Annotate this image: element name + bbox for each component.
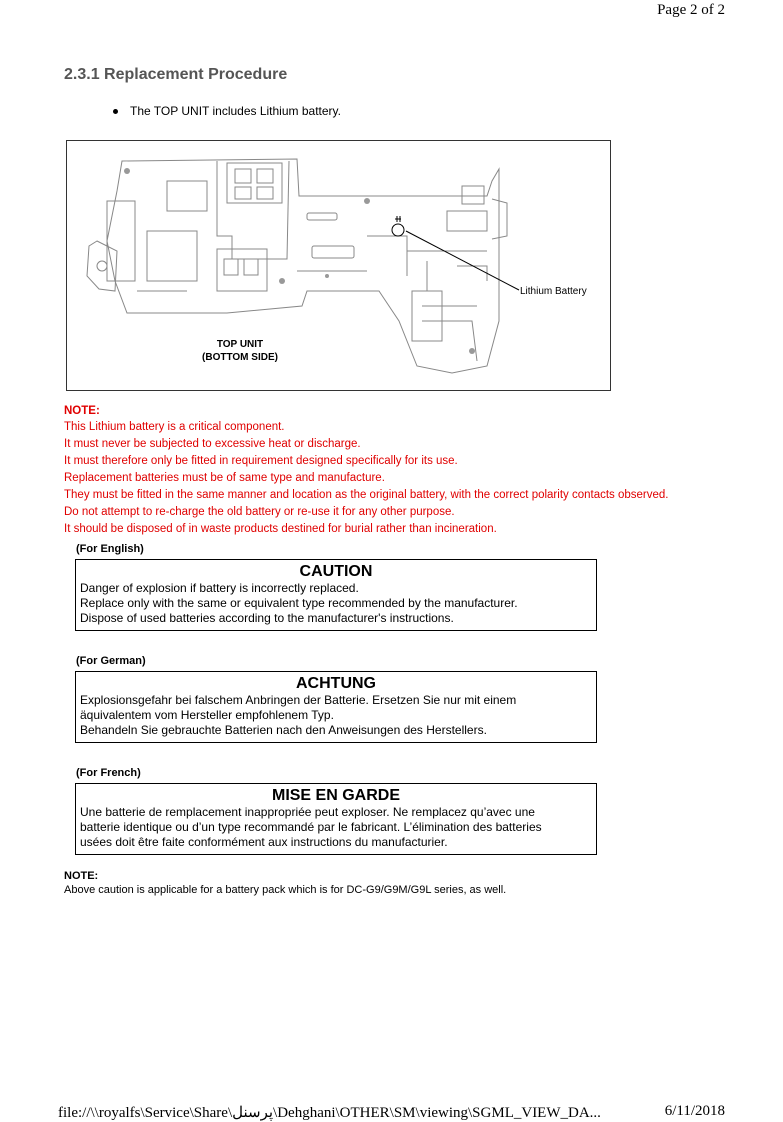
note-line: They must be fitted in the same manner and location as the original battery, with the correct polarity contacts observed.	[64, 489, 669, 501]
note2-title: NOTE:	[64, 870, 99, 882]
caution-line: Replace only with the same or equivalent type recommended by the manufacturer.	[80, 596, 518, 610]
top-unit-diagram	[66, 140, 611, 391]
unit-label	[195, 338, 285, 364]
page-number: Page 2 of 2	[657, 2, 725, 18]
unit-label-line2: (BOTTOM SIDE)	[202, 352, 278, 363]
note-title: NOTE:	[64, 405, 100, 417]
french-label: (For French)	[76, 767, 141, 779]
top-unit-drawing	[67, 141, 611, 391]
note-line: Do not attempt to re-charge the old battery or re-use it for any other purpose.	[64, 506, 455, 518]
english-label: (For English)	[76, 543, 144, 555]
caution-heading: CAUTION	[299, 563, 373, 580]
german-label: (For German)	[76, 655, 146, 667]
caution-line: Danger of explosion if battery is incorrectly replaced.	[80, 581, 359, 595]
caution-box-french	[75, 783, 597, 855]
achtung-line: äquivalentem vom Hersteller empfohlenem Typ.	[80, 708, 334, 722]
note-block	[64, 404, 669, 538]
caution-box-english	[75, 559, 597, 631]
note-line: This Lithium battery is a critical component.	[64, 421, 285, 433]
footer-date: 6/11/2018	[664, 1103, 725, 1119]
note-line: It should be disposed of in waste products destined for burial rather than incineration.	[64, 523, 497, 535]
lithium-battery-callout: Lithium Battery	[520, 286, 587, 297]
achtung-heading: ACHTUNG	[296, 675, 376, 692]
caution-box-german	[75, 671, 597, 743]
note2-text: Above caution is applicable for a battery pack which is for DC-G9/G9M/G9L series, as well.	[64, 884, 507, 896]
mise-en-garde-line: batterie identique ou d’un type recommandé par le fabricant. L’élimination des batteries	[80, 820, 542, 834]
bullet-item	[113, 104, 341, 118]
section-title: 2.3.1 Replacement Procedure	[64, 66, 288, 83]
achtung-line: Behandeln Sie gebrauchte Batterien nach den Anweisungen des Herstellers.	[80, 723, 487, 737]
note-line: It must never be subjected to excessive heat or discharge.	[64, 438, 361, 450]
footer-file-path: file://\\royalfs\Service\Share\پرسنل\Dehghani\OTHER\SM\viewing\SGML_VIEW_DA...	[58, 1105, 601, 1121]
note-applicability	[64, 869, 506, 897]
note-line: Replacement batteries must be of same type and manufacture.	[64, 472, 385, 484]
unit-label-line1: TOP UNIT	[216, 339, 264, 350]
bullet-dot-icon	[113, 109, 118, 114]
bullet-text: The TOP UNIT includes Lithium battery.	[130, 104, 341, 118]
mise-en-garde-line: usées doit être faite conformément aux instructions du manufacturier.	[80, 835, 448, 849]
note-line: It must therefore only be fitted in requirement designed specifically for its use.	[64, 455, 458, 467]
achtung-line: Explosionsgefahr bei falschem Anbringen der Batterie. Ersetzen Sie nur mit einem	[80, 693, 517, 707]
mise-en-garde-line: Une batterie de remplacement inappropriée peut exploser. Ne remplacez qu’avec une	[80, 805, 535, 819]
mise-en-garde-heading: MISE EN GARDE	[271, 787, 400, 804]
caution-line: Dispose of used batteries according to the manufacturer's instructions.	[80, 611, 454, 625]
